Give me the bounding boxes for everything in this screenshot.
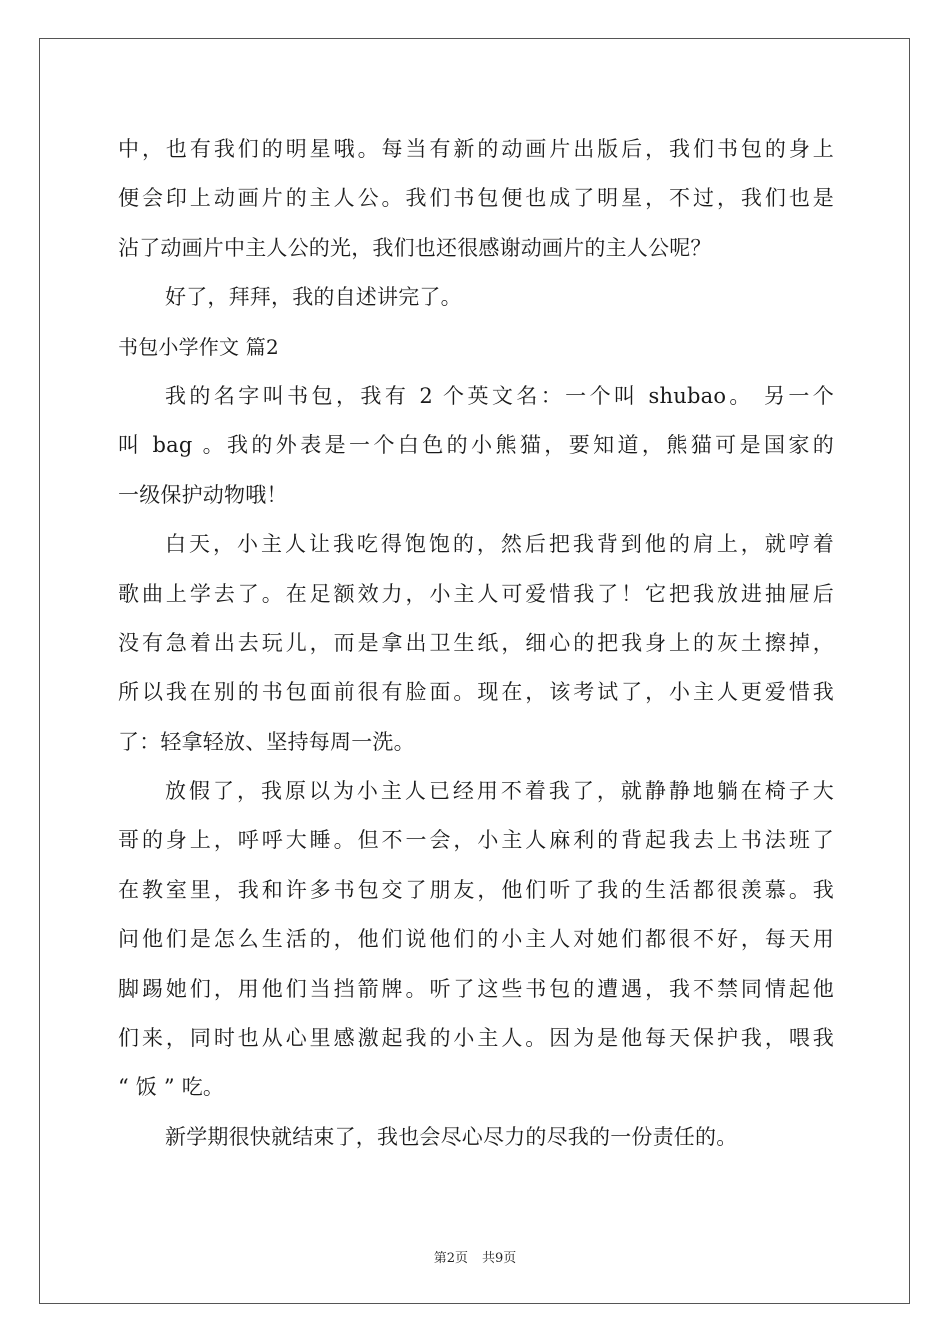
text-line: 白天，小主人让我吃得饱饱的，然后把我背到他的肩上，就哼着 — [165, 532, 834, 557]
page-number: 第2页 — [433, 1251, 468, 1266]
text-line: 好了，拜拜，我的自述讲完了。 — [165, 285, 462, 310]
page-total: 共9页 — [482, 1251, 517, 1266]
document-body — [118, 125, 834, 1162]
text-line: 我的名字叫书包，我有 2 个英文名：一个叫 shubao。 另一个 — [165, 383, 834, 408]
text-line: 中，也有我们的明星哦。每当有新的动画片出版后，我们书包的身上 — [118, 137, 834, 161]
text-line: 哥的身上，呼呼大睡。但不一会，小主人麻利的背起我去上书法班了 — [118, 828, 834, 853]
text-line: 叫 bag 。我的外表是一个白色的小熊猫，要知道，熊猫可是国家的 — [118, 433, 834, 458]
text-line: 们来，同时也从心里感激起我的小主人。因为是他每天保护我，喂我 — [118, 1026, 834, 1051]
text-line: 没有急着出去玩儿，而是拿出卫生纸，细心的把我身上的灰土擦掉， — [118, 630, 834, 655]
text-line: 所以我在别的书包面前很有脸面。现在，该考试了，小主人更爱惜我 — [118, 680, 834, 705]
text-line: 歌曲上学去了。在足额效力，小主人可爱惜我了！它把我放进抽屉后 — [118, 581, 834, 606]
text-line: 脚踢她们，用他们当挡箭牌。听了这些书包的遭遇，我不禁同情起他 — [118, 976, 834, 1001]
text-line: 了：轻拿轻放、坚持每周一洗。 — [118, 729, 415, 754]
section-heading: 书包小学作文 篇2 — [118, 334, 279, 359]
text-line: 在教室里，我和许多书包交了朋友，他们听了我的生活都很羡慕。我 — [118, 877, 834, 902]
text-line: 新学期很快就结束了，我也会尽心尽力的尽我的一份责任的。 — [165, 1124, 738, 1149]
text-line: 便会印上动画片的主人公。我们书包便也成了明星，不过，我们也是 — [118, 186, 834, 211]
text-line: 沾了动画片中主人公的光，我们也还很感谢动画片的主人公呢？ — [118, 235, 712, 260]
page-footer — [0, 1247, 950, 1266]
text-line: 一级保护动物哦！ — [118, 482, 288, 507]
text-line: 放假了，我原以为小主人已经用不着我了，就静静地躺在椅子大 — [165, 779, 834, 804]
text-line: “ 饭 ” 吃。 — [118, 1075, 225, 1100]
text-line: 问他们是怎么生活的，他们说他们的小主人对她们都很不好，每天用 — [118, 927, 834, 952]
